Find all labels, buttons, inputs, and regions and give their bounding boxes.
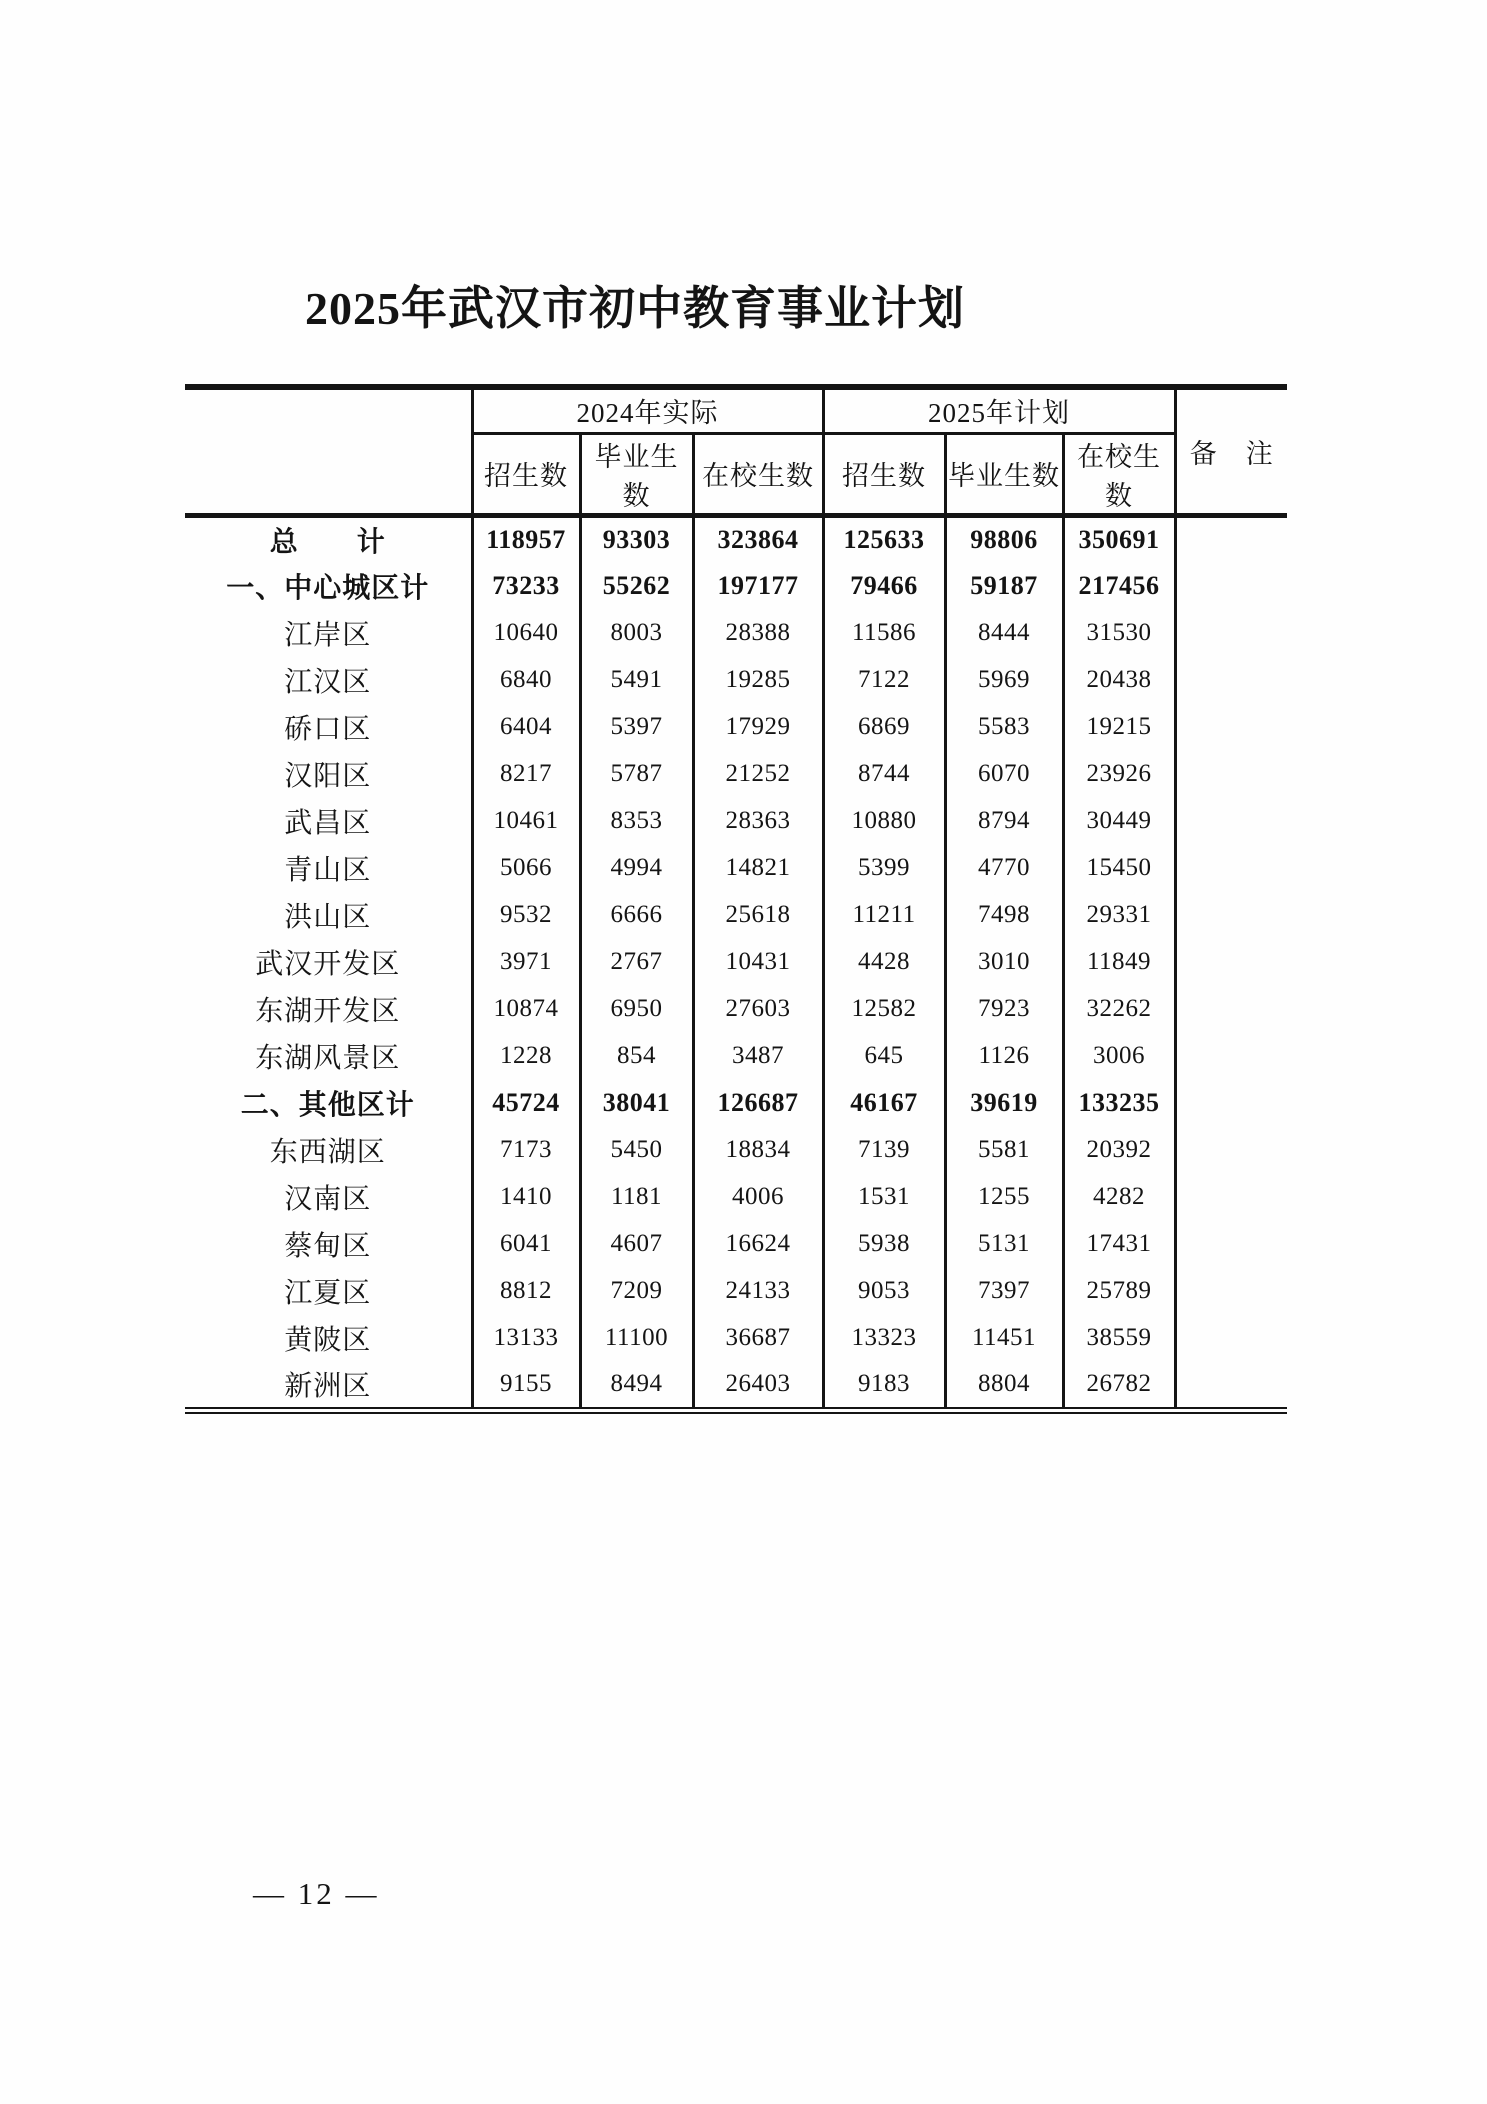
data-cell: 6950 <box>580 985 693 1032</box>
remark-cell <box>1175 1314 1287 1361</box>
remark-cell <box>1175 985 1287 1032</box>
data-cell: 59187 <box>945 562 1063 609</box>
table-row <box>185 1314 1287 1361</box>
data-cell: 5581 <box>945 1126 1063 1173</box>
data-cell: 6404 <box>472 703 580 750</box>
data-cell: 125633 <box>823 515 945 562</box>
data-cell: 98806 <box>945 515 1063 562</box>
remark-cell <box>1175 797 1287 844</box>
data-cell: 1255 <box>945 1173 1063 1220</box>
row-label: 东西湖区 <box>269 1136 386 1168</box>
data-cell: 10880 <box>823 797 945 844</box>
col-group-2024: 2024年实际 <box>472 387 823 433</box>
data-cell: 55262 <box>580 562 693 609</box>
data-cell: 23926 <box>1063 750 1175 797</box>
table-row <box>185 938 1287 985</box>
row-label: 武昌区 <box>284 807 372 839</box>
remark-cell <box>1175 609 1287 656</box>
table-row <box>185 797 1287 844</box>
data-cell: 6869 <box>823 703 945 750</box>
data-cell: 8003 <box>580 609 693 656</box>
remark-cell <box>1175 515 1287 562</box>
row-label: 二、其他区计 <box>240 1089 415 1121</box>
remark-cell <box>1175 1361 1287 1408</box>
table-row <box>185 1079 1287 1126</box>
table-row <box>185 609 1287 656</box>
row-label: 青山区 <box>284 854 372 886</box>
data-cell: 3971 <box>472 938 580 985</box>
data-cell: 5491 <box>580 656 693 703</box>
remark-cell <box>1175 703 1287 750</box>
table-row <box>185 562 1287 609</box>
data-cell: 25789 <box>1063 1267 1175 1314</box>
row-label: 黄陂区 <box>284 1324 372 1356</box>
data-cell: 6070 <box>945 750 1063 797</box>
data-cell: 39619 <box>945 1079 1063 1126</box>
data-cell: 10874 <box>472 985 580 1032</box>
data-cell: 197177 <box>693 562 823 609</box>
data-cell: 10431 <box>693 938 823 985</box>
data-cell: 14821 <box>693 844 823 891</box>
row-label: 江汉区 <box>284 666 372 698</box>
data-cell: 8444 <box>945 609 1063 656</box>
row-label: 武汉开发区 <box>255 948 401 980</box>
remark-cell <box>1175 1173 1287 1220</box>
data-cell: 7173 <box>472 1126 580 1173</box>
data-cell: 10461 <box>472 797 580 844</box>
data-cell: 1410 <box>472 1173 580 1220</box>
data-cell: 5131 <box>945 1220 1063 1267</box>
data-cell: 31530 <box>1063 609 1175 656</box>
data-cell: 3010 <box>945 938 1063 985</box>
data-cell: 24133 <box>693 1267 823 1314</box>
remark-cell <box>1175 1220 1287 1267</box>
row-label: 江夏区 <box>284 1277 372 1309</box>
data-cell: 25618 <box>693 891 823 938</box>
data-cell: 8744 <box>823 750 945 797</box>
col-header-enrollment-2024: 招生数 <box>472 433 580 515</box>
data-cell: 79466 <box>823 562 945 609</box>
data-cell: 11849 <box>1063 938 1175 985</box>
data-cell: 1126 <box>945 1032 1063 1079</box>
row-label: 汉阳区 <box>284 760 372 792</box>
table-row <box>185 1361 1287 1408</box>
data-cell: 16624 <box>693 1220 823 1267</box>
table-row <box>185 844 1287 891</box>
data-cell: 45724 <box>472 1079 580 1126</box>
data-cell: 29331 <box>1063 891 1175 938</box>
data-cell: 11211 <box>823 891 945 938</box>
table-row <box>185 891 1287 938</box>
data-cell: 6041 <box>472 1220 580 1267</box>
data-cell: 1181 <box>580 1173 693 1220</box>
data-cell: 5938 <box>823 1220 945 1267</box>
table-row <box>185 656 1287 703</box>
remark-cell <box>1175 938 1287 985</box>
data-cell: 17929 <box>693 703 823 750</box>
data-cell: 1228 <box>472 1032 580 1079</box>
data-cell: 6840 <box>472 656 580 703</box>
data-cell: 7139 <box>823 1126 945 1173</box>
data-cell: 93303 <box>580 515 693 562</box>
data-cell: 3006 <box>1063 1032 1175 1079</box>
data-cell: 4770 <box>945 844 1063 891</box>
table-row <box>185 1220 1287 1267</box>
data-cell: 323864 <box>693 515 823 562</box>
row-label: 江岸区 <box>284 619 372 651</box>
row-label: 汉南区 <box>284 1183 372 1215</box>
col-header-students-2024: 在校生数 <box>693 433 823 515</box>
data-cell: 7209 <box>580 1267 693 1314</box>
corner-cell <box>185 387 472 515</box>
data-cell: 9183 <box>823 1361 945 1408</box>
data-cell: 5066 <box>472 844 580 891</box>
data-cell: 217456 <box>1063 562 1175 609</box>
data-cell: 27603 <box>693 985 823 1032</box>
remark-cell <box>1175 562 1287 609</box>
data-cell: 13133 <box>472 1314 580 1361</box>
data-cell: 7397 <box>945 1267 1063 1314</box>
education-plan-table <box>185 384 1287 1409</box>
data-cell: 38559 <box>1063 1314 1175 1361</box>
row-label: 东湖开发区 <box>255 995 401 1027</box>
remark-cell <box>1175 1267 1287 1314</box>
data-cell: 5399 <box>823 844 945 891</box>
data-cell: 17431 <box>1063 1220 1175 1267</box>
table-row <box>185 1267 1287 1314</box>
data-cell: 28388 <box>693 609 823 656</box>
data-cell: 20392 <box>1063 1126 1175 1173</box>
data-cell: 11100 <box>580 1314 693 1361</box>
data-cell: 8794 <box>945 797 1063 844</box>
data-cell: 28363 <box>693 797 823 844</box>
row-label: 一、中心城区计 <box>226 572 430 604</box>
data-cell: 26782 <box>1063 1361 1175 1408</box>
data-cell: 46167 <box>823 1079 945 1126</box>
page-number: — 12 — <box>253 1876 380 1911</box>
col-header-remark: 备 注 <box>1175 387 1287 515</box>
remark-cell <box>1175 656 1287 703</box>
data-cell: 9155 <box>472 1361 580 1408</box>
header-group-row <box>185 387 1287 433</box>
data-cell: 8353 <box>580 797 693 844</box>
col-header-students-2025: 在校生数 <box>1063 433 1175 515</box>
remark-cell <box>1175 891 1287 938</box>
data-cell: 13323 <box>823 1314 945 1361</box>
data-cell: 2767 <box>580 938 693 985</box>
data-cell: 9053 <box>823 1267 945 1314</box>
row-label: 硚口区 <box>284 713 372 745</box>
data-cell: 5583 <box>945 703 1063 750</box>
table-row <box>185 703 1287 750</box>
data-cell: 8217 <box>472 750 580 797</box>
data-cell: 9532 <box>472 891 580 938</box>
data-cell: 1531 <box>823 1173 945 1220</box>
data-cell: 3487 <box>693 1032 823 1079</box>
remark-cell <box>1175 750 1287 797</box>
data-cell: 11451 <box>945 1314 1063 1361</box>
data-cell: 7923 <box>945 985 1063 1032</box>
data-cell: 7122 <box>823 656 945 703</box>
data-cell: 32262 <box>1063 985 1175 1032</box>
data-cell: 11586 <box>823 609 945 656</box>
remark-cell <box>1175 1079 1287 1126</box>
data-cell: 4994 <box>580 844 693 891</box>
data-cell: 19285 <box>693 656 823 703</box>
data-cell: 18834 <box>693 1126 823 1173</box>
data-cell: 36687 <box>693 1314 823 1361</box>
data-cell: 5397 <box>580 703 693 750</box>
data-cell: 38041 <box>580 1079 693 1126</box>
col-header-enrollment-2025: 招生数 <box>823 433 945 515</box>
remark-cell <box>1175 844 1287 891</box>
row-label: 洪山区 <box>284 901 372 933</box>
data-cell: 4607 <box>580 1220 693 1267</box>
table-container <box>185 384 1287 1414</box>
data-cell: 20438 <box>1063 656 1175 703</box>
data-cell: 26403 <box>693 1361 823 1408</box>
data-cell: 5969 <box>945 656 1063 703</box>
data-cell: 8804 <box>945 1361 1063 1408</box>
table-row <box>185 985 1287 1032</box>
data-cell: 15450 <box>1063 844 1175 891</box>
data-cell: 645 <box>823 1032 945 1079</box>
row-label: 蔡甸区 <box>284 1230 372 1262</box>
data-cell: 8812 <box>472 1267 580 1314</box>
data-cell: 5787 <box>580 750 693 797</box>
row-label: 总 计 <box>269 526 386 558</box>
data-cell: 4006 <box>693 1173 823 1220</box>
data-cell: 854 <box>580 1032 693 1079</box>
col-group-2025: 2025年计划 <box>823 387 1175 433</box>
data-cell: 126687 <box>693 1079 823 1126</box>
data-cell: 4282 <box>1063 1173 1175 1220</box>
data-cell: 5450 <box>580 1126 693 1173</box>
data-cell: 350691 <box>1063 515 1175 562</box>
data-cell: 7498 <box>945 891 1063 938</box>
data-cell: 19215 <box>1063 703 1175 750</box>
data-cell: 4428 <box>823 938 945 985</box>
data-cell: 21252 <box>693 750 823 797</box>
col-header-graduates-2025: 毕业生数 <box>945 433 1063 515</box>
col-header-graduates-2024: 毕业生数 <box>580 433 693 515</box>
data-cell: 133235 <box>1063 1079 1175 1126</box>
data-cell: 12582 <box>823 985 945 1032</box>
remark-cell <box>1175 1032 1287 1079</box>
data-cell: 8494 <box>580 1361 693 1408</box>
data-cell: 10640 <box>472 609 580 656</box>
table-body <box>185 515 1287 1408</box>
document-title: 2025年武汉市初中教育事业计划 <box>305 283 965 334</box>
table-row <box>185 1126 1287 1173</box>
data-cell: 118957 <box>472 515 580 562</box>
table-row <box>185 750 1287 797</box>
row-label: 新洲区 <box>284 1371 372 1402</box>
table-row <box>185 1173 1287 1220</box>
table-row <box>185 515 1287 562</box>
data-cell: 30449 <box>1063 797 1175 844</box>
row-label: 东湖风景区 <box>255 1042 401 1074</box>
remark-cell <box>1175 1126 1287 1173</box>
data-cell: 6666 <box>580 891 693 938</box>
data-cell: 73233 <box>472 562 580 609</box>
table-row <box>185 1032 1287 1079</box>
